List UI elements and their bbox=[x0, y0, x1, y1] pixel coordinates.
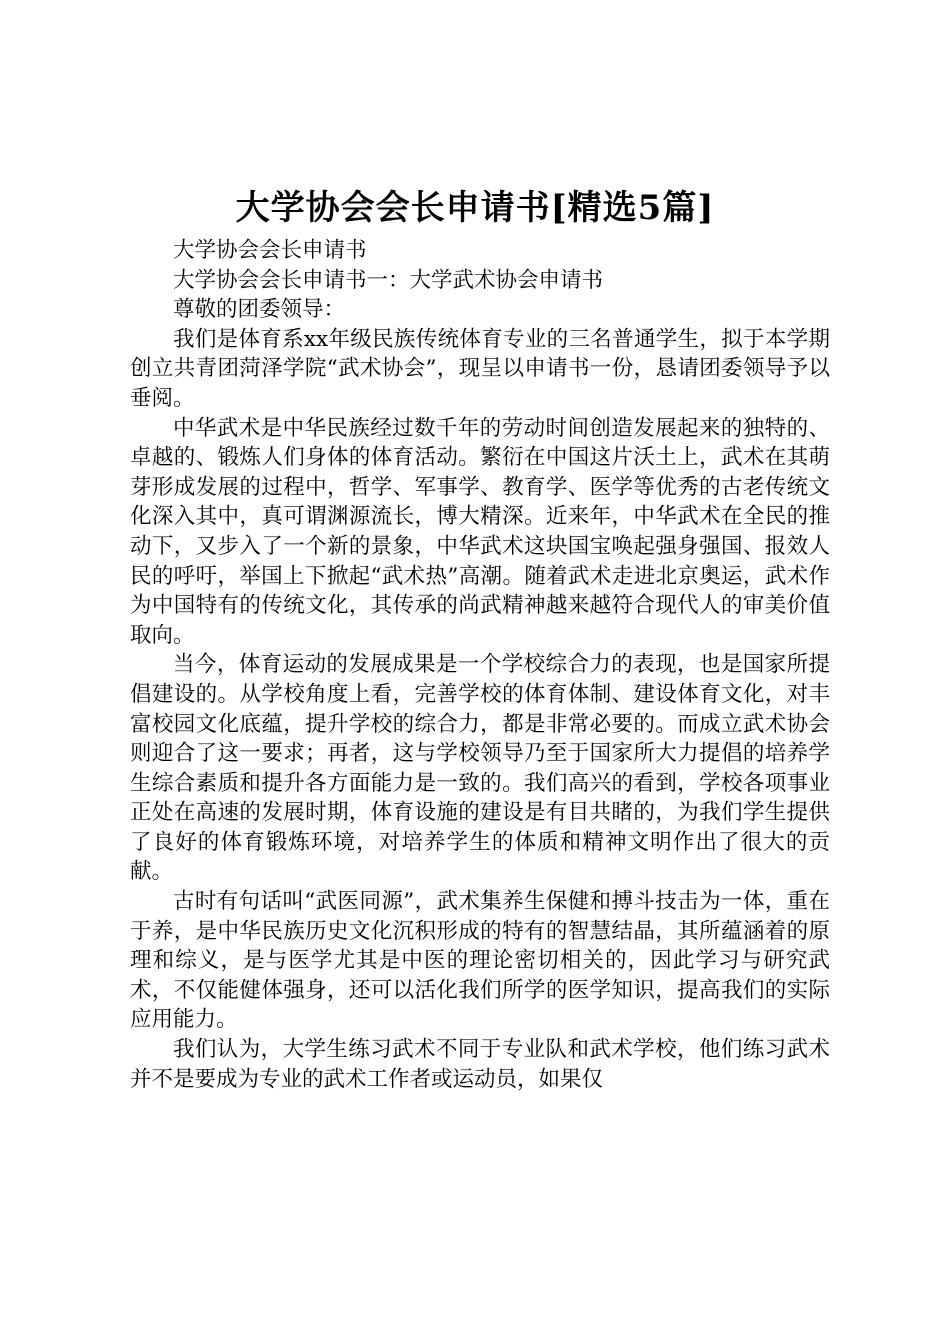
paragraph-heading: 大学协会会长申请书 bbox=[173, 238, 367, 263]
paragraph: 当今，体育运动的发展成果是一个学校综合力的表现，也是国家所提倡建设的。从学校角度上看，完善学校的体育体制、建设体育文化，对丰富校园文化底蕴，提升学校的综合力，都是非常必要的。而成立武术协会则迎合了这一要求；再者，这与学校领导乃至于国家所大力提倡的培养学生综合素质和提升各方面能力是一致的。我们高兴的看到，学校各项事业正处在高速的发展时期，体育设施的建设是有目共睹的，为我们学生提供了良好的体育锻炼环境，对培养学生的体质和精神文明作出了很大的贡献。 bbox=[130, 652, 830, 885]
paragraph-subheading: 大学协会会长申请书一：大学武术协会申请书 bbox=[173, 267, 604, 293]
document-body bbox=[130, 236, 830, 1094]
document-title: 大学协会会长申请书[精选5篇] bbox=[235, 188, 715, 228]
paragraph: 中华武术是中华民族经过数千年的劳动时间创造发展起来的独特的、卓越的、锻炼人们身体的体育活动。繁衍在中国这片沃土上，武术在其萌芽形成发展的过程中，哲学、军事学、教育学、医学等优秀的古老传统文化深入其中，真可谓渊源流长，博大精深。近来年，中华武术在全民的推动下，又步入了一个新的景象，中华武术这块国宝唤起强身强国、报效人民的呼吁，举国上下掀起“武术热”高潮。随着武术走进北京奥运，武术作为中国特有的传统文化，其传承的尚武精神越来越符合现代人的审美价值取向。 bbox=[130, 415, 830, 648]
paragraph: 我们认为，大学生练习武术不同于专业队和武术学校，他们练习武术并不是要成为专业的武术工作者或运动员，如果仅 bbox=[130, 1037, 830, 1092]
paragraph: 我们是体育系xx年级民族传统体育专业的三名普通学生，拟于本学期创立共青团菏泽学院“武术协会”，现呈以申请书一份，恳请团委领导予以垂阅。 bbox=[130, 326, 830, 411]
paragraph-salutation: 尊敬的团委领导： bbox=[173, 297, 346, 323]
paragraph: 古时有句话叫“武医同源”，武术集养生保健和搏斗技击为一体，重在于养，是中华民族历史文化沉积形成的特有的智慧结晶，其所蕴涵着的原理和综义，是与医学尤其是中医的理论密切相关的，因此学习与研究武术，不仅能健体强身，还可以活化我们所学的医学知识，提高我们的实际应用能力。 bbox=[130, 889, 830, 1033]
